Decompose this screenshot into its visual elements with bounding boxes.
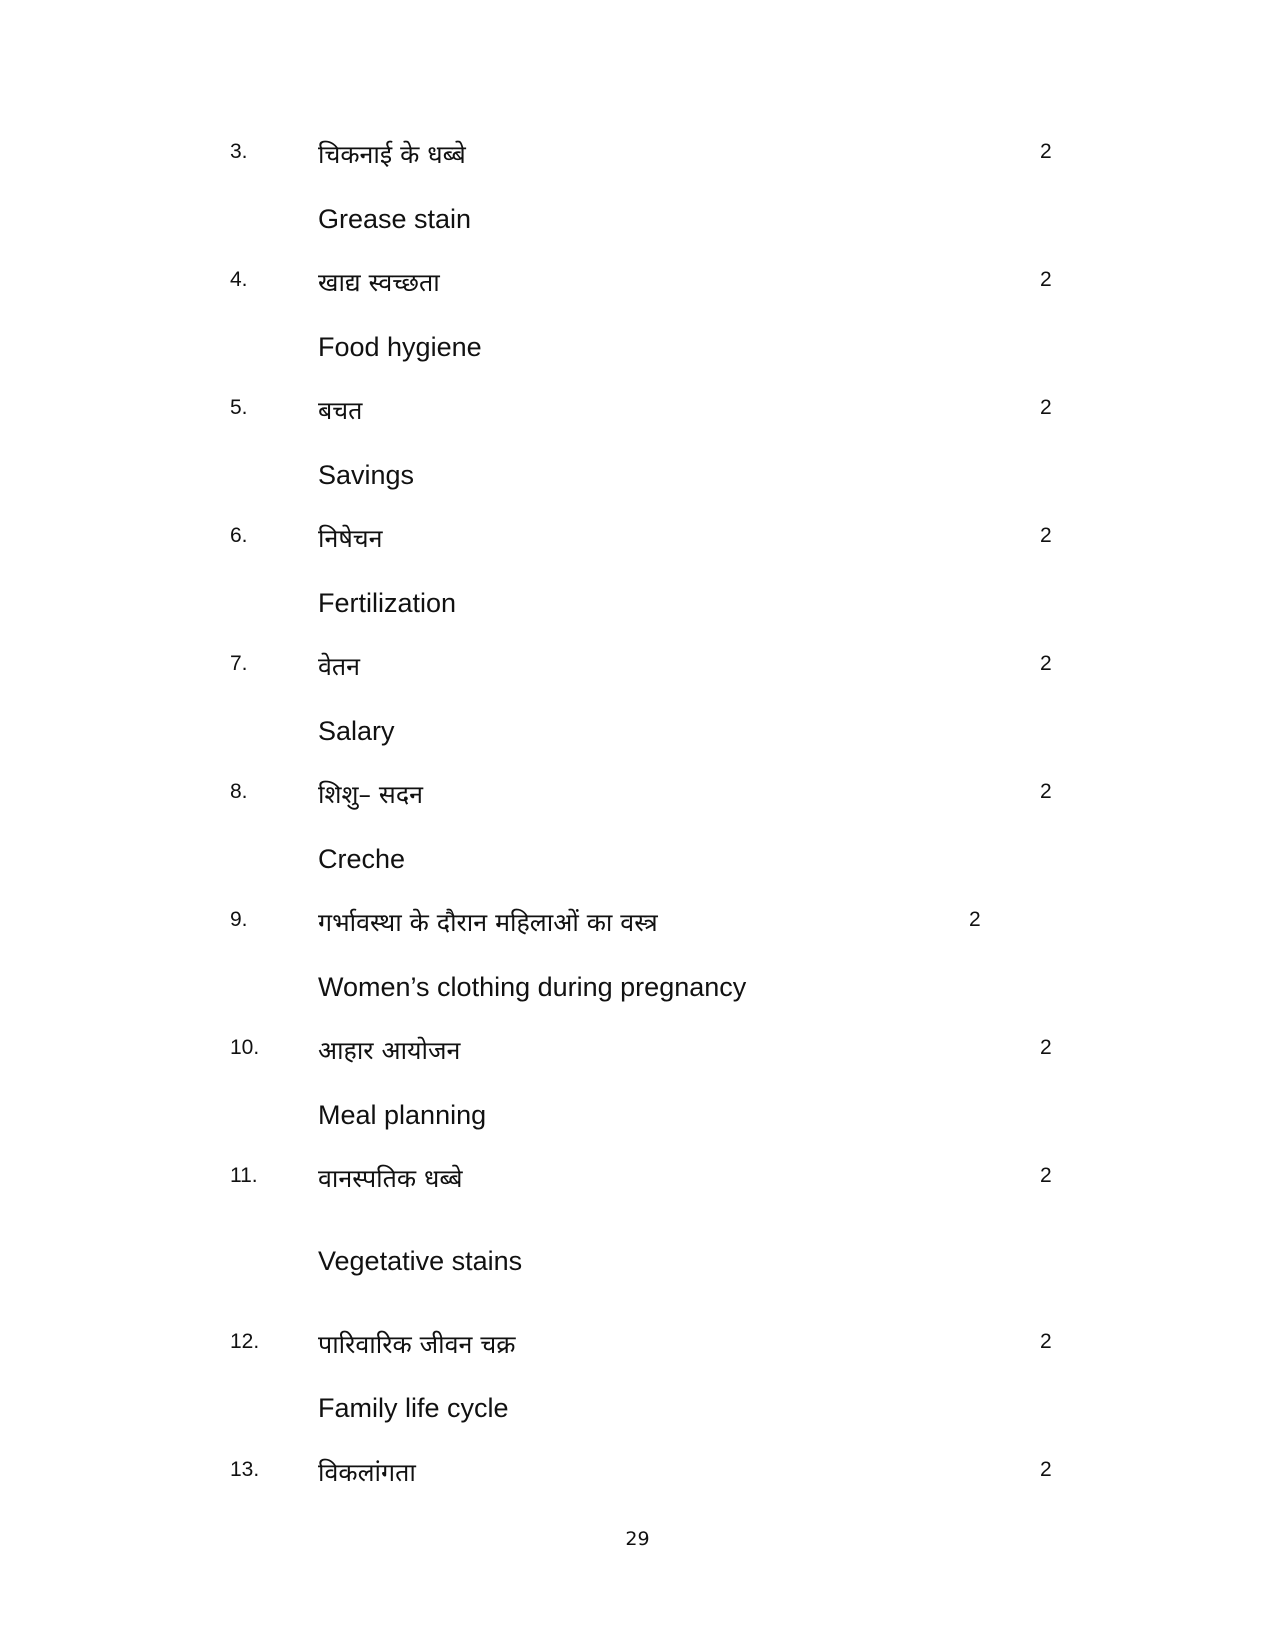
- question-marks: 2: [1040, 780, 1052, 803]
- question-text-english: Vegetative stains: [318, 1246, 523, 1276]
- question-text-hindi: शिशु– सदन: [318, 780, 423, 809]
- question-marks: 2: [1040, 652, 1052, 675]
- question-text-english: Meal planning: [318, 1100, 487, 1130]
- question-marks: 2: [1040, 268, 1052, 291]
- question-number: 12.: [230, 1330, 260, 1353]
- question-marks: 2: [1040, 1164, 1052, 1187]
- question-text-english: Creche: [318, 844, 406, 874]
- question-text-english: Food hygiene: [318, 332, 482, 362]
- question-number: 8.: [230, 780, 248, 803]
- question-marks: 2: [1040, 1458, 1052, 1481]
- question-text-hindi: वानस्पतिक धब्बे: [318, 1164, 463, 1193]
- question-text-hindi: विकलांगता: [318, 1458, 416, 1487]
- question-number: 11.: [230, 1164, 258, 1187]
- question-number: 5.: [230, 396, 248, 419]
- question-text-english: Fertilization: [318, 588, 457, 618]
- question-text-hindi: चिकनाई के धब्बे: [318, 140, 466, 169]
- question-text-hindi: वेतन: [318, 652, 361, 681]
- page-number: 29: [625, 1528, 650, 1550]
- question-number: 7.: [230, 652, 248, 675]
- question-marks: 2: [1040, 140, 1052, 163]
- question-text-english: Grease stain: [318, 204, 472, 234]
- question-text-hindi: खाद्य स्वच्छता: [318, 268, 440, 297]
- question-text-english: Savings: [318, 460, 415, 490]
- question-text-english: Salary: [318, 716, 395, 746]
- question-marks: 2: [969, 908, 981, 931]
- question-marks: 2: [1040, 1036, 1052, 1059]
- question-number: 6.: [230, 524, 248, 547]
- question-number: 3.: [230, 140, 248, 163]
- question-text-hindi: आहार आयोजन: [318, 1036, 461, 1065]
- question-number: 10.: [230, 1036, 260, 1059]
- question-number: 4.: [230, 268, 248, 291]
- question-number: 9.: [230, 908, 248, 931]
- question-text-english: Family life cycle: [318, 1393, 509, 1423]
- question-number: 13.: [230, 1458, 260, 1481]
- question-text-hindi: निषेचन: [318, 524, 383, 553]
- question-marks: 2: [1040, 396, 1052, 419]
- question-text-english: Women’s clothing during pregnancy: [318, 972, 747, 1002]
- question-marks: 2: [1040, 1330, 1052, 1353]
- question-text-hindi: पारिवारिक जीवन चक्र: [318, 1330, 516, 1359]
- question-text-hindi: गर्भावस्था के दौरान महिलाओं का वस्त्र: [318, 908, 658, 937]
- question-marks: 2: [1040, 524, 1052, 547]
- question-text-hindi: बचत: [318, 396, 363, 425]
